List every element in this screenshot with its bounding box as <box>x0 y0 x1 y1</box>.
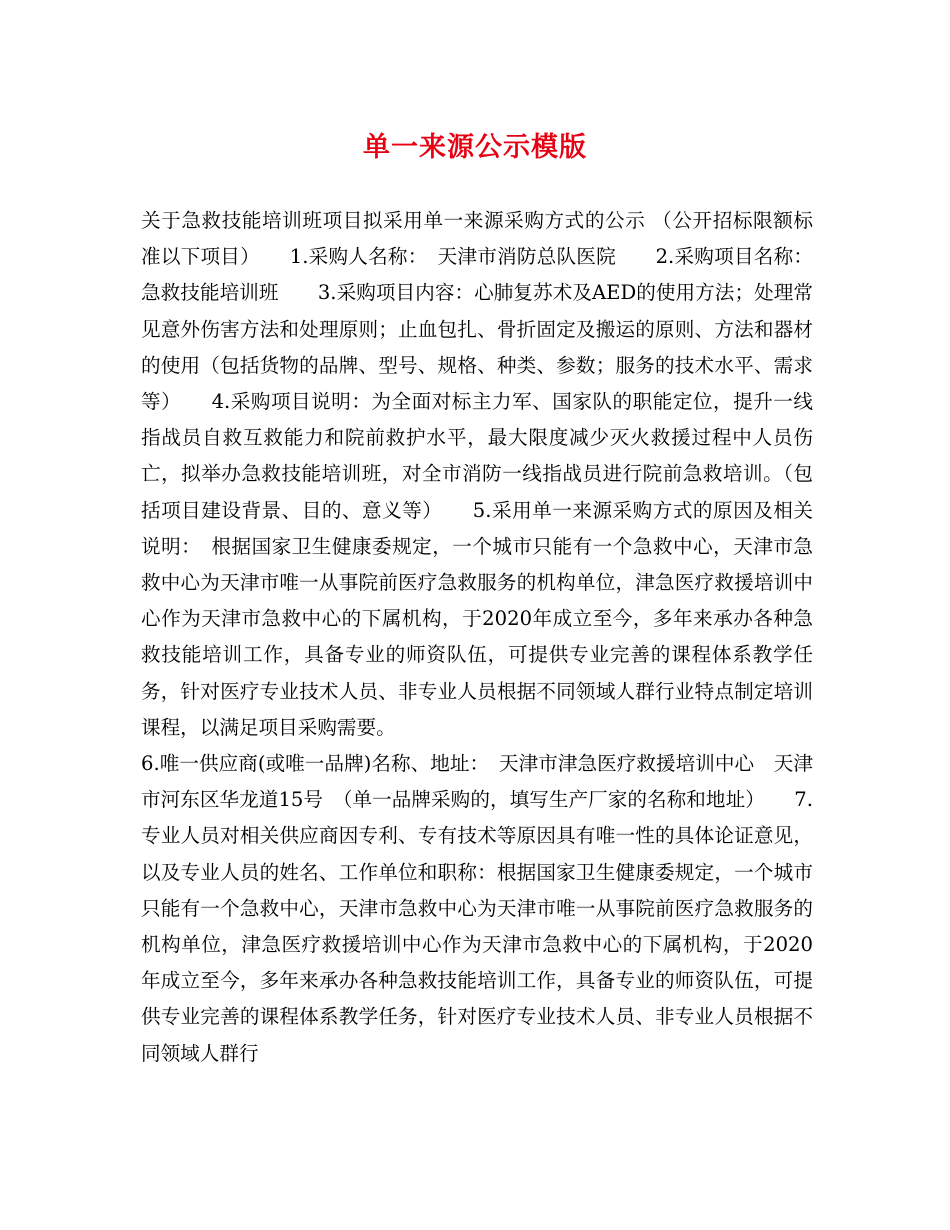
document-title: 单一来源公示模版 <box>363 132 587 163</box>
paragraph-1: 关于急救技能培训班项目拟采用单一来源采购方式的公示 （公开招标限额标准以下项目） 1.采购人名称： 天津市消防总队医院 2.采购项目名称：急救技能培训班 3.采购项目内容：心肺复苏术及AED的使用方法；处理常见意外伤害方法和处理原则；止血包扎、骨折固定及搬运的原则、方法和器材的使用（包括货物的品牌、型号、规格、种类、参数；服务的技术水平、需求等） 4.采购项目说明：为全面对标主力军、国家队的职能定位，提升一线指战员自救互救能力和院前救护水平，最大限度减少灭火救援过程中人员伤亡，拟举办急救技能培训班，对全市消防一线指战员进行院前急救培训。（包括项目建设背景、目的、意义等） 5.采用单一来源采购方式的原因及相关说明： 根据国家卫生健康委规定，一个城市只能有一个急救中心，天津市急救中心为天津市唯一从事院前医疗急救服务的机构单位，津急医疗救援培训中心作为天津市急救中心的下属机构，于2020年成立至今，多年来承办各种急救技能培训工作，具备专业的师资队伍，可提供专业完善的课程体系教学任务，针对医疗专业技术人员、非专业人员根据不同领域人群行业特点制定培训课程，以满足项目采购需要。 <box>141 209 813 739</box>
paragraph-2: 6.唯一供应商(或唯一品牌)名称、地址： 天津市津急医疗救援培训中心 天津市河东区华龙道15号 （单一品牌采购的，填写生产厂家的名称和地址） 7.专业人员对相关供应商因专利、专有技术等原因具有唯一性的具体论证意见，以及专业人员的姓名、工作单位和职称：根据国家卫生健康委规定，一个城市只能有一个急救中心，天津市急救中心为天津市唯一从事院前医疗急救服务的机构单位，津急医疗救援培训中心作为天津市急救中心的下属机构，于2020年成立至今，多年来承办各种急救技能培训工作，具备专业的师资队伍，可提供专业完善的课程体系教学任务，针对医疗专业技术人员、非专业人员根据不同领域人群行 <box>141 752 813 1065</box>
document-body <box>141 203 813 1072</box>
